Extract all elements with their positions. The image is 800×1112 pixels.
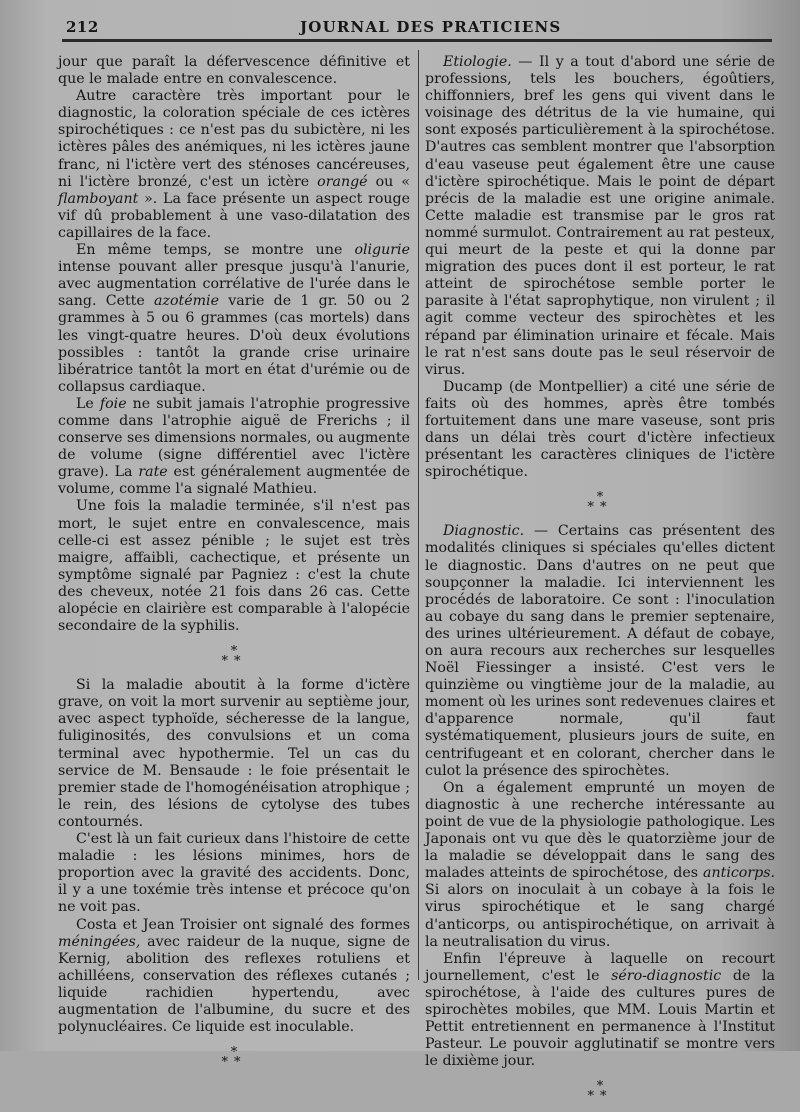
paragraph-ducamp: Ducamp (de Montpellier) a cité une série de faits où des hommes, après être tombés fortuitement dans une mare vaseuse, sont pris dans un délai très court d'ictère infectieux présentant les caractères cliniques de l'ictère spirochétique. bbox=[425, 378, 775, 481]
asterism-divider: * ** bbox=[221, 1045, 247, 1071]
paragraph-oligurie: En même temps, se montre une oligurie intense pouvant aller presque jusqu'à l'anurie, avec augmentation corrélative de l'urée dans le sang. Cette azotémie varie de 1 gr. 50 ou 2 grammes à 5 ou 6 grammes (cas mortels) dans les vingt-quatre heures. D'où deux évolutions possibles : tantôt la grande crise urinaire libératrice tantôt la mort en état d'urémie ou de collapsus cardiaque. bbox=[58, 242, 410, 395]
asterism-divider: * ** bbox=[587, 1079, 613, 1105]
section-heading-etiologie: Etiologie. bbox=[443, 54, 512, 70]
page-header bbox=[60, 16, 772, 40]
asterism-divider: * ** bbox=[587, 490, 613, 516]
column-divider bbox=[418, 50, 419, 980]
journal-title: JOURNAL DES PRATICIENS bbox=[300, 18, 562, 36]
section-heading-diagnostic: Diagnostic. bbox=[443, 523, 525, 540]
paragraph-continuation: jour que paraît la défervescence définitive et que le malade entre en convalescence. bbox=[58, 54, 410, 88]
paragraph-formes-meningees: Costa et Jean Troisier ont signalé des formes méningées, avec raideur de la nuque, signe de Kernig, abolition des reflexes rotuliens et achilléens, conservation des réflexes cutanés ; liquide rachidien hypertendu, avec augmentation de l'albumine, du sucre et des polynucléaires. Ce liquide est inoculable. bbox=[58, 916, 410, 1036]
paragraph-diagnostic: Diagnostic. — Certains cas présentent des modalités cliniques si spéciales qu'elles dictent le diagnostic. Dans d'autres on ne peut que soupçonner la maladie. Ici interviennent les procédés de laboratoire. Ce sont : l'inoculation au cobaye du sang dans le premier septenaire, des urines ultérieurement. A défaut de cobaye, on aura recours aux recherches sur lesquelles Noël Fiessinger a insisté. C'est vers le quinzième ou vingtième jour de la maladie, au moment où les urines sont redevenues claires et d'apparence normale, qu'il faut systématiquement, plusieurs jours de suite, en centrifugeant et en colorant, chercher dans le culot la présence des spirochètes. bbox=[425, 523, 775, 779]
paragraph-coloration: Autre caractère très important pour le diagnostic, la coloration spéciale de ces ictères spirochétiques : ce n'est pas du subictère, ni les ictères pâles des anémiques, ni les ictères jaune franc, ni l'ictère vert des sténoses cancéreuses, ni l'ictère bronzé, c'est un ictère orangé ou « flamboyant ». La face présente un aspect rouge vif dû probablement à une vaso-dilatation des capillaires de la face. bbox=[58, 88, 410, 241]
left-column bbox=[58, 54, 410, 1078]
paragraph-fait-curieux: C'est là un fait curieux dans l'histoire de cette maladie : les lésions minimes, hors de proportion avec la gravité des accidents. Donc, il y a une toxémie très intense et précoce qu'on ne voit pas. bbox=[58, 831, 410, 916]
paragraph-anticorps: On a également emprunté un moyen de diagnostic à une recherche intéressante au point de vue de la physiologie pathologique. Les Japonais ont vu que dès le quatorzième jour de la maladie se développait dans le sang des malades atteints de spirochétose, des anticorps. Si alors on inoculait à un cobaye à la fois le virus spirochétique et le sang chargé d'anticorps, ou antispirochétique, on arrivait à la neutralisation du virus. bbox=[425, 779, 775, 950]
paragraph-sero-diagnostic: Enfin l'épreuve à laquelle on recourt journellement, c'est le séro-diagnostic de la spirochétose, à l'aide des cultures pures de spirochètes mobiles, que MM. Louis Martin et Pettit entretiennent en permanence à l'Institut Pasteur. Le pouvoir agglutinatif se montre vers le dixième jour. bbox=[425, 950, 775, 1070]
paragraph-foie: Le foie ne subit jamais l'atrophie progressive comme dans l'atrophie aiguë de Frerichs ; il conserve ses dimensions normales, ou augmente de volume (signe différentiel avec l'ictère grave). La rate est généralement augmentée de volume, comme l'a signalé Mathieu. bbox=[58, 395, 410, 498]
paragraph-ictere-grave: Si la maladie aboutit à la forme d'ictère grave, on voit la mort survenir au septième jour, avec aspect typhoïde, sécheresse de la langue, fuliginosités, des convulsions et un coma terminal avec hypothermie. Tel un cas du service de M. Bensaude : le foie présentait le premier stade de l'homogénéisation atrophique ; le rein, des lésions de cytolyse des tubes contournés. bbox=[58, 677, 410, 830]
page-number: 212 bbox=[66, 18, 99, 36]
header-rule bbox=[62, 39, 772, 42]
right-column bbox=[425, 54, 775, 1112]
asterism-divider: * ** bbox=[221, 644, 247, 670]
paragraph-etiologie: Etiologie. — Il y a tout d'abord une série de professions, tels les bouchers, égoûtiers, chiffonniers, bref les gens qui vivent dans le voisinage des détritus de la vie humaine, qui sont exposés particulièrement à la spirochétose. D'autres cas semblent montrer que l'absorption d'eau vaseuse peut également être une cause d'ictère spirochétique. Mais le point de départ précis de la maladie est une origine animale. Cette maladie est transmise par le gros rat nommé surmulot. Contrairement au rat pesteux, qui meurt de la peste et qui la donne par migration des puces dont il est porteur, le rat atteint de spirochétose semble porter le parasite à l'état saprophytique, non virulent ; il agit comme vecteur des spirochètes et les répand par élimination urinaire et fécale. Mais le rat n'est sans doute pas le seul réservoir de virus. bbox=[425, 54, 775, 378]
paragraph-convalescence: Une fois la maladie terminée, s'il n'est pas mort, le sujet entre en convalescence, mais celle-ci est assez pénible ; le sujet est très maigre, affaibli, cachectique, et présente un symptôme signalé par Pagniez : c'est la chute des cheveux, notée 21 fois dans 26 cas. Cette alopécie en clairière est comparable à l'alopécie secondaire de la syphilis. bbox=[58, 498, 410, 635]
